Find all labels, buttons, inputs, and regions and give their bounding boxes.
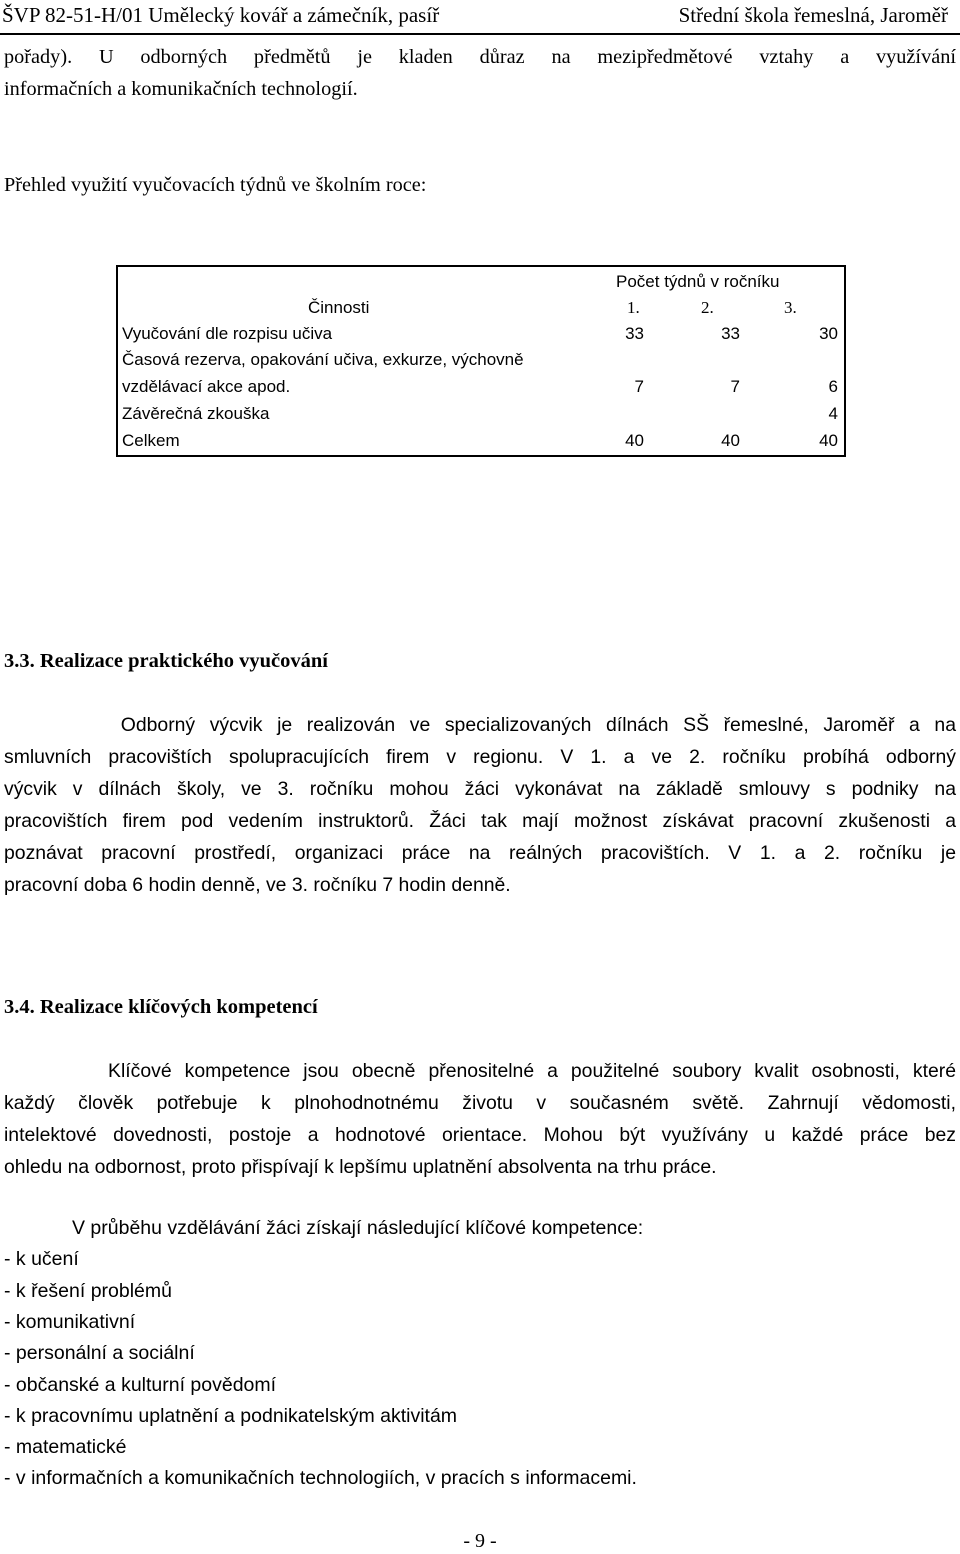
section-heading xyxy=(4,996,318,1019)
paragraph-line: každý člověk potřebuje k plnohodnotnému životu v současném světě. Zahrnují vědomosti, xyxy=(4,1092,956,1114)
table-row-label: Vyučování dle rozpisu učiva xyxy=(122,324,333,343)
table-row-label: vzdělávací akce apod. xyxy=(122,377,291,396)
paragraph-line: pracovištích firem pod vedením instruktorů. Žáci tak mají možnost získávat pracovní zkušenosti a xyxy=(4,810,956,832)
table-year-3: 3. xyxy=(784,298,797,317)
table-year-2: 2. xyxy=(701,298,714,317)
page-number: - 9 - xyxy=(463,1530,497,1552)
list-item: - matematické xyxy=(4,1436,127,1458)
section-33-paragraph xyxy=(4,709,956,901)
table-row-label: Závěrečná zkouška xyxy=(122,404,270,423)
intro-paragraph xyxy=(4,41,956,105)
paragraph-line: poznávat pracovní prostředí, organizaci práce na reálných pracovištích. V 1. a 2. ročníku je xyxy=(4,842,956,864)
header-rule xyxy=(0,33,960,35)
list-item: - k řešení problémů xyxy=(4,1280,172,1302)
competence-list-intro: V průběhu vzdělávání žáci získají následující klíčové kompetence: xyxy=(72,1217,644,1239)
header-school-name: Střední škola řemeslná, Jaroměř xyxy=(678,3,948,27)
header-document-title: ŠVP 82-51-H/01 Umělecký kovář a zámečník, pasíř xyxy=(2,3,440,27)
paragraph-line: smluvních pracovištích spolupracujících firem v regionu. V 1. a ve 2. ročníku probíhá odborný xyxy=(4,746,956,768)
paragraph-line: Odborný výcvik je realizován ve specializovaných dílnách SŠ řemeslné, Jaroměř a na xyxy=(4,714,956,736)
weeks-table xyxy=(116,265,846,457)
table-cell: 40 xyxy=(721,431,740,450)
list-item: - komunikativní xyxy=(4,1311,136,1333)
page-header xyxy=(0,0,960,40)
table-cell: 7 xyxy=(730,377,740,396)
table-cell: 33 xyxy=(721,324,740,343)
table-cell: 40 xyxy=(625,431,644,450)
table-cell: 33 xyxy=(625,324,644,343)
table-year-1: 1. xyxy=(627,298,640,317)
section-34-paragraph xyxy=(4,1055,956,1183)
paragraph-line: ohledu na odbornost, proto přispívají k lepšímu uplatnění absolventa na trhu práce. xyxy=(4,1156,717,1178)
paragraph-line: výcvik v dílnách školy, ve 3. ročníku mohou žáci vykonávat na základě smlouvy s podniky na xyxy=(4,778,956,800)
list-item: - k pracovnímu uplatnění a podnikatelským aktivitám xyxy=(4,1405,458,1427)
section-number: 3.3. xyxy=(4,650,35,672)
paragraph-line: intelektové dovednosti, postoje a hodnotové orientace. Mohou být využívány u každé práce bez xyxy=(4,1124,956,1146)
section-title: Realizace klíčových kompetencí xyxy=(39,996,318,1018)
table-heading: Přehled využití vyučovacích týdnů ve školním roce: xyxy=(4,174,427,196)
table-cell: 4 xyxy=(828,404,838,423)
table-group-header: Počet týdnů v ročníku xyxy=(616,272,780,291)
list-item: - personální a sociální xyxy=(4,1342,195,1364)
table-row-label: Časová rezerva, opakování učiva, exkurze, výchovně xyxy=(122,350,524,369)
section-title: Realizace praktického vyučování xyxy=(39,650,328,672)
paragraph-line: pracovní doba 6 hodin denně, ve 3. ročníku 7 hodin denně. xyxy=(4,874,511,896)
table-cell: 6 xyxy=(828,377,838,396)
table-cell: 7 xyxy=(634,377,644,396)
intro-line: informačních a komunikačních technologií. xyxy=(4,78,358,100)
intro-line: pořady). U odborných předmětů je kladen důraz na mezipředmětové vztahy a využívání xyxy=(4,46,956,68)
paragraph-line: Klíčové kompetence jsou obecně přenositelné a použitelné soubory kvalit osobnosti, které xyxy=(4,1060,956,1082)
list-item: - v informačních a komunikačních technologiích, v pracích s informacemi. xyxy=(4,1467,637,1489)
section-heading xyxy=(4,650,328,673)
list-item: - občanské a kulturní povědomí xyxy=(4,1374,277,1396)
list-item: - k učení xyxy=(4,1248,79,1270)
table-cell: 40 xyxy=(819,431,838,450)
section-number: 3.4. xyxy=(4,996,35,1018)
table-cell: 30 xyxy=(819,324,838,343)
table-row-label: Celkem xyxy=(122,431,180,450)
table-col-header: Činnosti xyxy=(308,298,370,317)
